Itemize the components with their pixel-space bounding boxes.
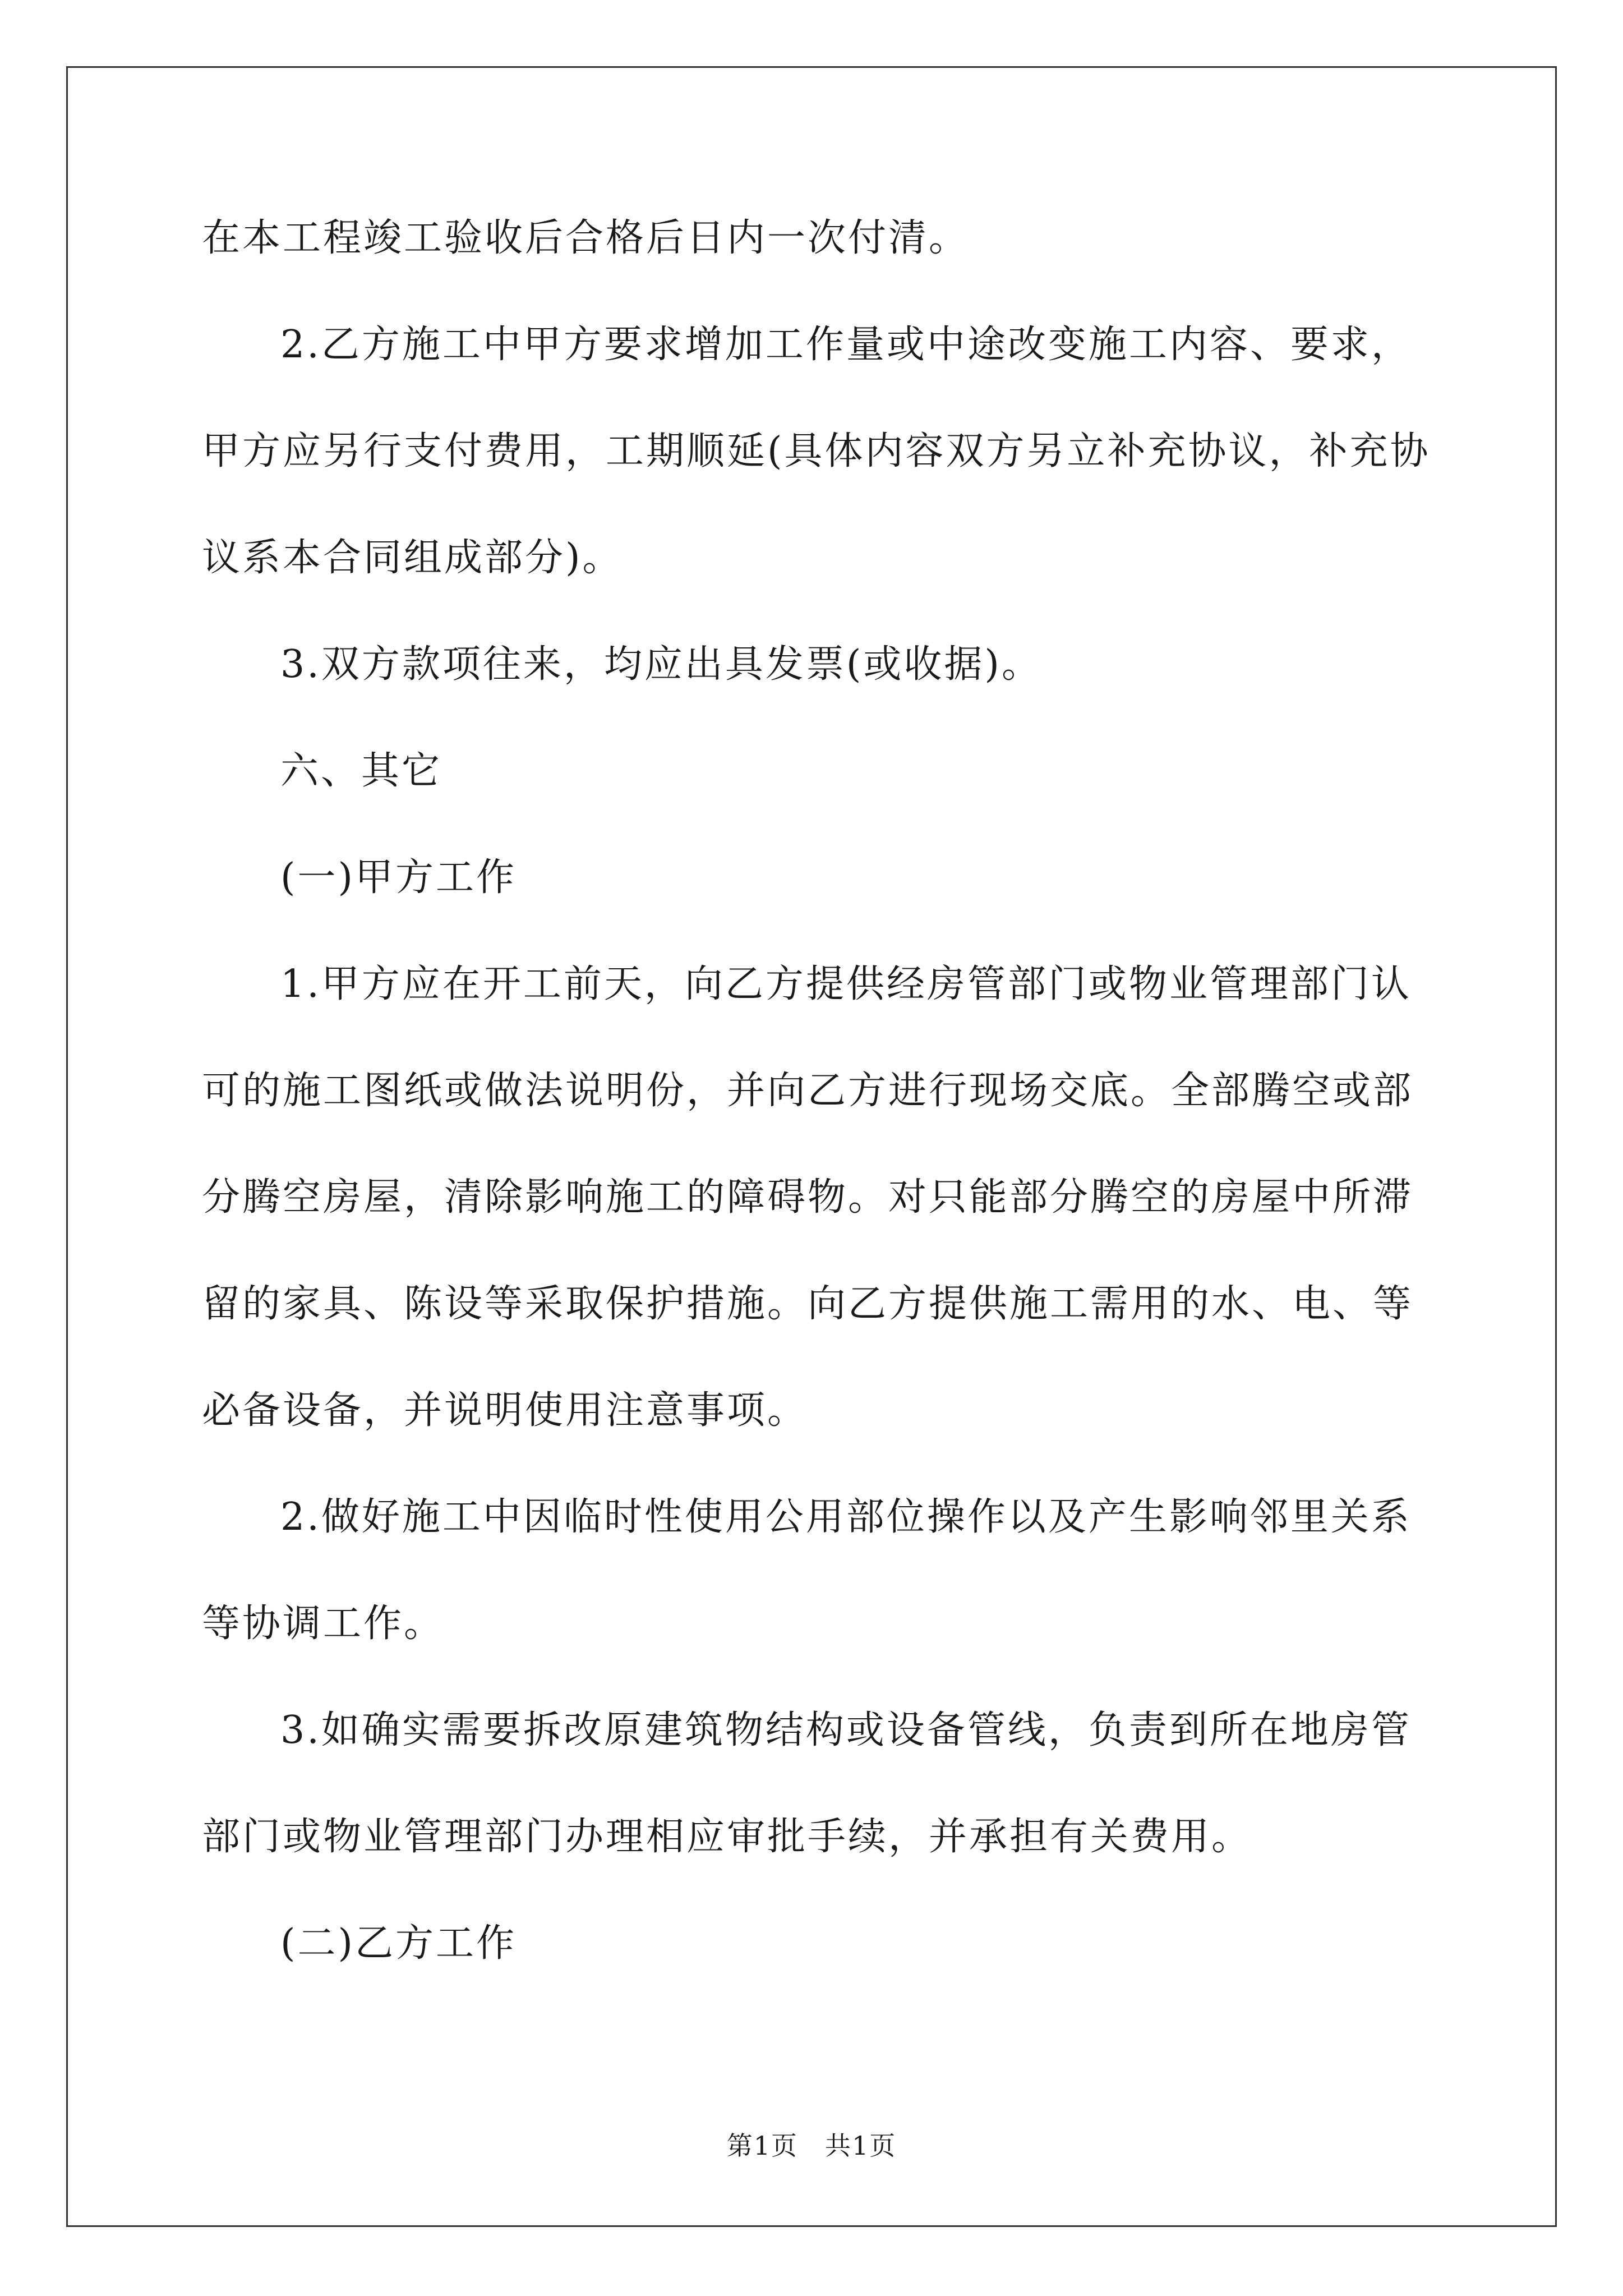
page-border — [66, 66, 1557, 2227]
text-line: 2.做好施工中因临时性使用公用部位操作以及产生影响邻里关系 — [280, 1495, 1412, 1539]
text-line: 2.乙方施工中甲方要求增加工作量或中途改变施工内容、要求， — [280, 323, 1412, 367]
text-line: 甲方应另行支付费用，工期顺延(具体内容双方另立补充协议，补充协 — [202, 429, 1431, 473]
text-line: 3.如确实需要拆改原建筑物结构或设备管线，负责到所在地房管 — [280, 1708, 1412, 1752]
text-line: 等协调工作。 — [202, 1602, 445, 1646]
text-line: 议系本合同组成部分)。 — [202, 536, 623, 580]
text-line: 分腾空房屋，清除影响施工的障碍物。对只能部分腾空的房屋中所滞 — [202, 1175, 1414, 1220]
subsection-heading: (一)甲方工作 — [280, 855, 517, 900]
subsection-heading: (二)乙方工作 — [280, 1921, 517, 1966]
page-number: 第1页 共1页 — [726, 2131, 897, 2161]
text-line: 必备设备，并说明使用注意事项。 — [202, 1388, 808, 1433]
text-line: 3.双方款项往来，均应出具发票(或收据)。 — [280, 642, 1042, 687]
text-line: 1.甲方应在开工前天，向乙方提供经房管部门或物业管理部门认 — [280, 962, 1412, 1006]
section-heading: 六、其它 — [280, 749, 442, 793]
text-line: 在本工程竣工验收后合格后日内一次付清。 — [202, 216, 970, 260]
text-line: 留的家具、陈设等采取保护措施。向乙方提供施工需用的水、电、等 — [202, 1282, 1414, 1326]
text-line: 部门或物业管理部门办理相应审批手续，并承担有关费用。 — [202, 1815, 1252, 1859]
text-line: 可的施工图纸或做法说明份，并向乙方进行现场交底。全部腾空或部 — [202, 1069, 1414, 1113]
